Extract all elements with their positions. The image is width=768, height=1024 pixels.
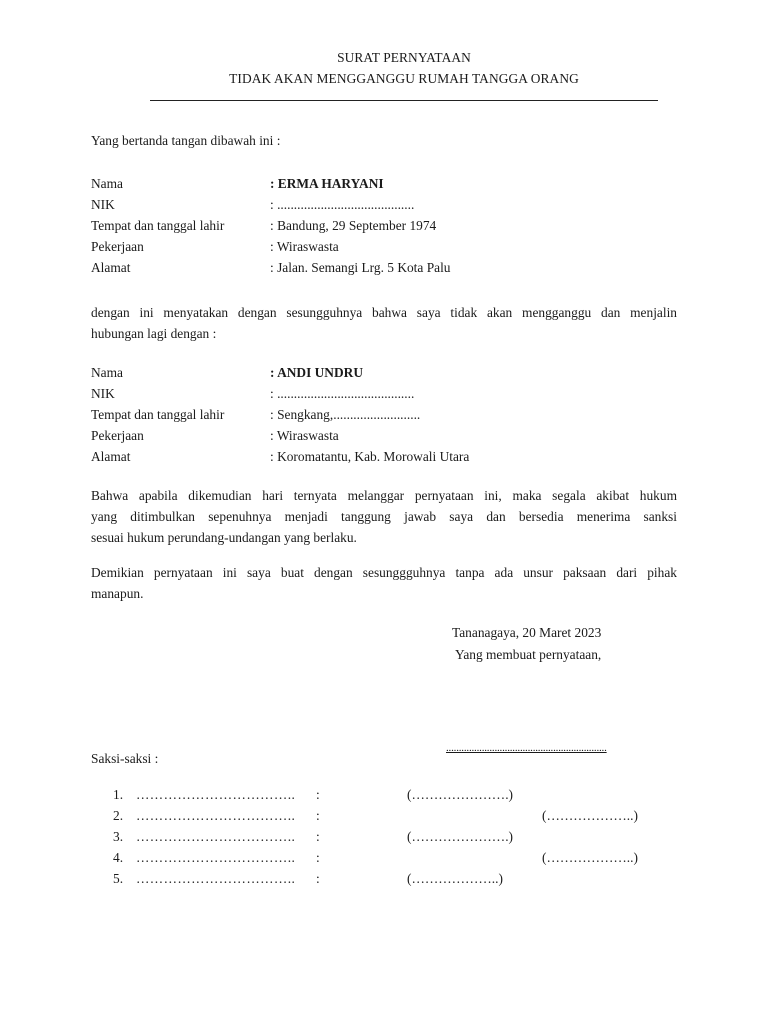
consequence-line: sesuai hukum perundang-undangan yang berlaku.	[91, 530, 357, 545]
witness-signature-field: (………………..)	[542, 850, 638, 865]
party1-value-birth: : Bandung, 29 September 1974	[270, 218, 437, 233]
witness-name-field: ……………………………..	[136, 808, 296, 823]
statement-line: dengan ini menyatakan dengan sesungguhnya bahwa saya tidak akan mengganggu dan menjalin	[91, 305, 677, 320]
party1-value-nik: : .........................................	[270, 197, 415, 212]
party1-label-nik: NIK	[91, 197, 115, 212]
witness-name-field: ……………………………..	[136, 850, 296, 865]
party2-label-name: Nama	[91, 365, 123, 380]
witness-colon: :	[316, 808, 320, 823]
party1-label-birth: Tempat dan tanggal lahir	[91, 218, 225, 233]
closing-paragraph	[91, 562, 677, 604]
witness-name-field: ……………………………..	[136, 787, 296, 802]
party2-value-address: : Koromatantu, Kab. Morowali Utara	[270, 449, 470, 464]
witness-name-field: ……………………………..	[136, 871, 296, 886]
witness-signature-field: (………………..)	[407, 871, 503, 886]
party2-label-job: Pekerjaan	[91, 428, 144, 443]
witness-colon: :	[316, 829, 320, 844]
witness-signature-field: (………………….)	[407, 787, 514, 802]
party1-label-name: Nama	[91, 176, 123, 191]
document-subtitle: TIDAK AKAN MENGGANGGU RUMAH TANGGA ORANG	[229, 71, 579, 86]
consequence-line: Bahwa apabila dikemudian hari ternyata melanggar pernyataan ini, maka segala akibat hukum	[91, 488, 677, 503]
maker-label: Yang membuat pernyataan,	[455, 647, 602, 662]
witness-number: 4.	[113, 850, 124, 865]
witness-colon: :	[316, 850, 320, 865]
party1-label-job: Pekerjaan	[91, 239, 144, 254]
place-date: Tananagaya, 20 Maret 2023	[452, 625, 602, 640]
consequence-paragraph	[91, 485, 677, 548]
witness-number: 3.	[113, 829, 124, 844]
witnesses-heading: Saksi-saksi :	[91, 751, 159, 766]
party1-label-address: Alamat	[91, 260, 131, 275]
statement-paragraph	[91, 302, 677, 344]
witness-signature-field: (………………..)	[542, 808, 638, 823]
document-title: SURAT PERNYATAAN	[337, 50, 471, 65]
party2-value-name: : ANDI UNDRU	[270, 365, 363, 380]
party2-label-nik: NIK	[91, 386, 115, 401]
intro-text: Yang bertanda tangan dibawah ini :	[91, 133, 281, 148]
consequence-line: yang ditimbulkan sepenuhnya menjadi tanggung jawab saya dan bersedia menerima sanksi	[91, 509, 677, 524]
witness-number: 5.	[113, 871, 124, 886]
witness-number: 2.	[113, 808, 124, 823]
statement-line: hubungan lagi dengan :	[91, 326, 217, 341]
party2-value-nik: : .........................................	[270, 386, 415, 401]
party2-value-job: : Wiraswasta	[270, 428, 339, 443]
witness-colon: :	[316, 871, 320, 886]
title-divider	[150, 100, 658, 101]
party1-value-job: : Wiraswasta	[270, 239, 339, 254]
witness-number: 1.	[113, 787, 124, 802]
witness-name-field: ……………………………..	[136, 829, 296, 844]
party1-value-address: : Jalan. Semangi Lrg. 5 Kota Palu	[270, 260, 451, 275]
party2-label-birth: Tempat dan tanggal lahir	[91, 407, 225, 422]
witness-signature-field: (………………….)	[407, 829, 514, 844]
party2-label-address: Alamat	[91, 449, 131, 464]
closing-line: manapun.	[91, 586, 144, 601]
party2-value-birth: : Sengkang,..........................	[270, 407, 421, 422]
signature-line: ...............................................................	[446, 742, 607, 754]
closing-line: Demikian pernyataan ini saya buat dengan sesunggguhnya tanpa ada unsur paksaan dari pihak	[91, 565, 677, 580]
witness-colon: :	[316, 787, 320, 802]
party1-value-name: : ERMA HARYANI	[270, 176, 384, 191]
